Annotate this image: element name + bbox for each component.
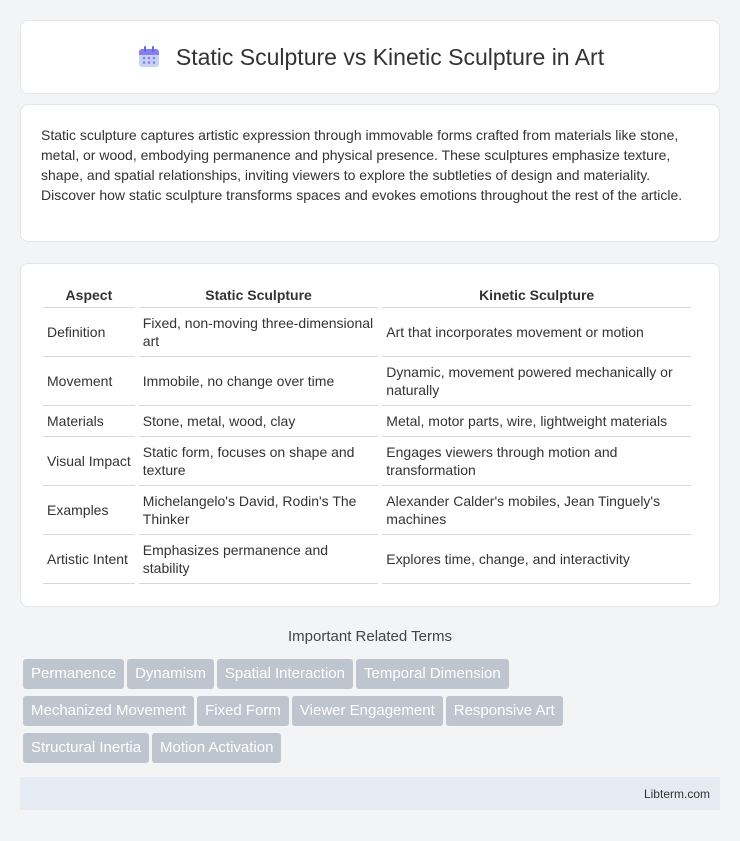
- term-tag[interactable]: Temporal Dimension: [356, 659, 509, 689]
- calendar-icon: [136, 44, 162, 70]
- header-aspect: Aspect: [43, 284, 135, 308]
- term-tag[interactable]: Mechanized Movement: [23, 696, 194, 726]
- table-cell: Stone, metal, wood, clay: [139, 406, 378, 437]
- table-cell: Materials: [43, 406, 135, 437]
- table-cell: Immobile, no change over time: [139, 357, 378, 406]
- term-tag[interactable]: Spatial Interaction: [217, 659, 353, 689]
- related-terms-heading: Important Related Terms: [288, 628, 452, 645]
- term-tag[interactable]: Permanence: [23, 659, 124, 689]
- footer: [20, 777, 720, 810]
- term-tag[interactable]: Dynamism: [127, 659, 214, 689]
- related-terms-list: [23, 659, 723, 770]
- table-row: [43, 406, 691, 437]
- comparison-table: [39, 284, 695, 584]
- table-row: [43, 357, 691, 406]
- table-row: [43, 308, 691, 357]
- term-tag[interactable]: Structural Inertia: [23, 733, 149, 763]
- table-row: [43, 535, 691, 584]
- table-cell: Fixed, non-moving three-dimensional art: [139, 308, 378, 357]
- table-cell: Michelangelo's David, Rodin's The Thinker: [139, 486, 378, 535]
- table-row: [43, 486, 691, 535]
- intro-card: [20, 104, 720, 242]
- table-cell: Art that incorporates movement or motion: [382, 308, 691, 357]
- comparison-card: [20, 263, 720, 607]
- table-cell: Dynamic, movement powered mechanically or naturally: [382, 357, 691, 406]
- table-cell: Alexander Calder's mobiles, Jean Tinguely's machines: [382, 486, 691, 535]
- term-tag[interactable]: Fixed Form: [197, 696, 289, 726]
- table-cell: Movement: [43, 357, 135, 406]
- table-cell: Examples: [43, 486, 135, 535]
- term-tag[interactable]: Viewer Engagement: [292, 696, 443, 726]
- table-cell: Metal, motor parts, wire, lightweight materials: [382, 406, 691, 437]
- table-cell: Explores time, change, and interactivity: [382, 535, 691, 584]
- table-header-row: [43, 284, 691, 308]
- intro-text: Static sculpture captures artistic expression through immovable forms crafted from materials like stone, metal, or wood, embodying permanence and physical presence. These sculptures emphasize texture, shape, and spatial relationships, inviting viewers to explore the subtleties of design and materiality. Discover how static sculpture transforms spaces and evokes emotions throughout the rest of the article.: [41, 127, 683, 203]
- footer-site-link[interactable]: Libterm.com: [643, 786, 710, 801]
- term-tag[interactable]: Responsive Art: [446, 696, 563, 726]
- table-cell: Static form, focuses on shape and texture: [139, 437, 378, 486]
- page-title: Static Sculpture vs Kinetic Sculpture in Art: [175, 43, 605, 70]
- table-cell: Visual Impact: [43, 437, 135, 486]
- table-cell: Artistic Intent: [43, 535, 135, 584]
- table-cell: Definition: [43, 308, 135, 357]
- header-static: Static Sculpture: [139, 284, 378, 308]
- table-row: [43, 437, 691, 486]
- header-kinetic: Kinetic Sculpture: [382, 284, 691, 308]
- table-cell: Emphasizes permanence and stability: [139, 535, 378, 584]
- table-cell: Engages viewers through motion and transformation: [382, 437, 691, 486]
- title-card: [20, 20, 720, 94]
- term-tag[interactable]: Motion Activation: [152, 733, 281, 763]
